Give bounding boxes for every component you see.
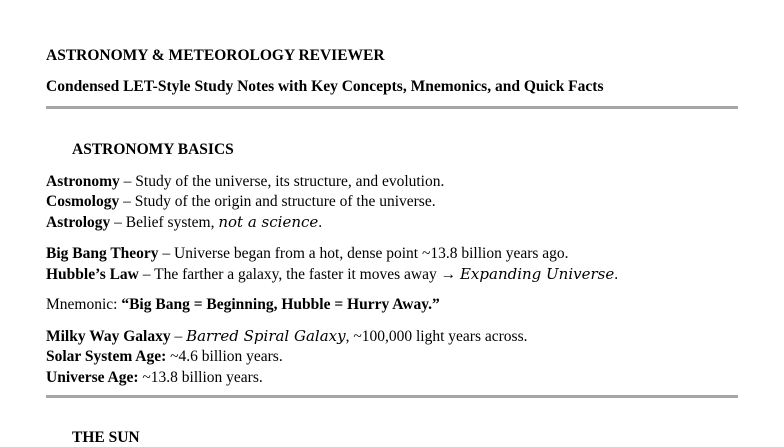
separator: – (138, 266, 155, 283)
fact-solar-system-age (46, 347, 283, 367)
section-divider (46, 395, 738, 398)
definition-tail: . (318, 214, 323, 231)
definition-astronomy (46, 172, 444, 192)
definition-text: ~13.8 billion years. (142, 369, 263, 386)
definition-hubbles-law (46, 264, 618, 285)
document-subtitle: Condensed LET-Style Study Notes with Key Concepts, Mnemonics, and Quick Facts (46, 78, 604, 95)
separator: – (110, 214, 126, 231)
emphasis-text: not a science (218, 213, 319, 231)
term: Hubble’s Law (46, 266, 139, 283)
separator: – (170, 328, 187, 345)
term: Cosmology (46, 193, 120, 210)
section-heading-astronomy-basics: ASTRONOMY BASICS (72, 141, 234, 158)
term: Universe Age: (46, 369, 139, 386)
definition-text: Universe began from a hot, dense point ~13.8 billion years ago. (174, 245, 569, 262)
term: Solar System Age: (46, 348, 167, 365)
definition-text: Study of the origin and structure of the universe. (134, 193, 436, 210)
separator: – (158, 245, 175, 262)
mnemonic-quote: “Big Bang = Beginning, Hubble = Hurry Away.” (121, 296, 440, 313)
definition-tail: , ~100,000 light years across. (345, 328, 528, 345)
term: Big Bang Theory (46, 245, 159, 262)
term: Milky Way Galaxy (46, 328, 171, 345)
definition-text: Study of the universe, its structure, and evolution. (135, 173, 445, 190)
definition-cosmology (46, 192, 436, 212)
definition-text: ~4.6 billion years. (170, 348, 283, 365)
definition-text: The farther a galaxy, the faster it moves away → (154, 266, 460, 283)
mnemonic-line (46, 295, 440, 315)
term: Astronomy (46, 173, 120, 190)
definition-astrology (46, 212, 322, 233)
section-heading-the-sun: THE SUN (72, 429, 140, 446)
separator: – (119, 193, 135, 210)
term: Astrology (46, 214, 111, 231)
definition-tail: . (614, 266, 619, 283)
document-title: ASTRONOMY & METEOROLOGY REVIEWER (46, 47, 385, 64)
definition-milky-way-galaxy (46, 326, 527, 347)
emphasis-text: Barred Spiral Galaxy (186, 327, 346, 345)
emphasis-text: Expanding Universe (459, 265, 615, 283)
definition-big-bang-theory (46, 244, 569, 264)
section-divider (46, 106, 738, 109)
mnemonic-label: Mnemonic: (46, 296, 122, 313)
separator: – (119, 173, 136, 190)
definition-text: Belief system, (125, 214, 219, 231)
fact-universe-age (46, 368, 263, 388)
